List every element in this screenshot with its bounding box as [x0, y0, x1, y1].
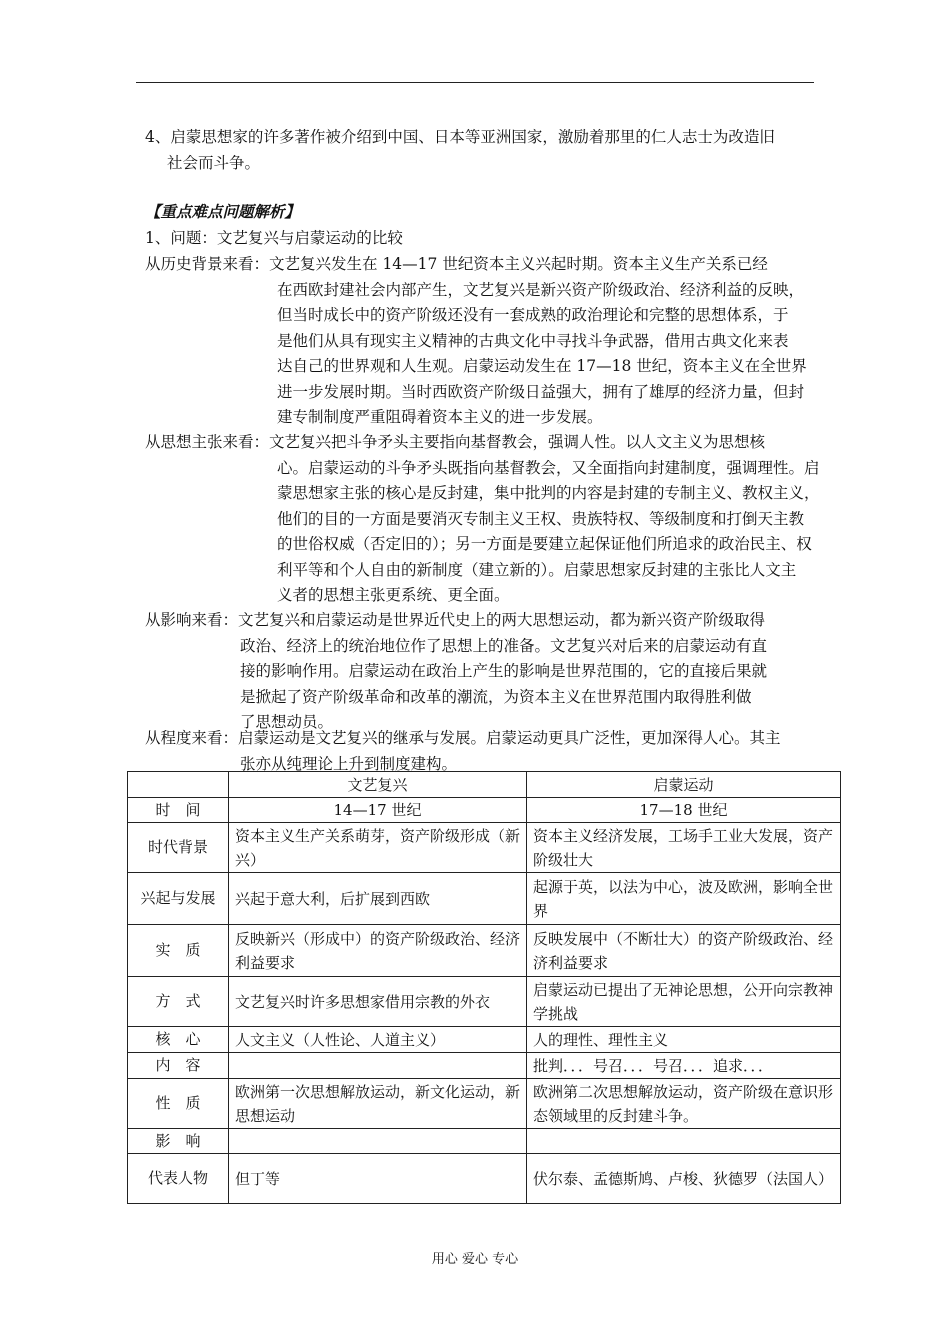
section-heading: 【重点难点问题解析】	[145, 202, 301, 221]
paragraph-lead: 从影响来看：	[145, 611, 239, 629]
paragraph-first-line	[145, 430, 815, 456]
renaissance-cell: 文艺复兴时许多思想家借用宗教的外衣	[229, 977, 527, 1027]
enlightenment-cell: 欧洲第二次思想解放运动，资产阶级在意识形态领域里的反封建斗争。	[527, 1079, 841, 1129]
renaissance-cell: 人文主义（人性论、人道主义）	[229, 1027, 527, 1053]
row-label: 性 质	[128, 1079, 229, 1129]
paragraph-line: 文艺复兴发生在 14—17 世纪资本主义兴起时期。资本主义生产关系已经	[269, 255, 768, 273]
paragraph-line: 心。启蒙运动的斗争矛头既指向基督教会，又全面指向封建制度，强调理性。启	[277, 458, 820, 477]
paragraph-line: 是掀起了资产阶级革命和改革的潮流，为资本主义在世界范围内取得胜利做	[240, 687, 752, 706]
paragraph-line: 但当时成长中的资产阶级还没有一套成熟的政治理论和完整的思想体系，于	[277, 306, 789, 324]
enlightenment-cell: 批判．．．号召．．．号召．．．追求．．．	[527, 1053, 841, 1079]
paragraph-line: 接的影响作用。启蒙运动在政治上产生的影响是世界范围的，它的直接后果就	[240, 662, 768, 680]
paragraph-line: 在西欧封建社会内部产生，文艺复兴是新兴资产阶级政治、经济利益的反映，	[277, 280, 805, 299]
paragraph-line: 是他们从具有现实主义精神的古典文化中寻找斗争武器，借用古典文化来表	[277, 331, 789, 350]
row-label: 时 间	[128, 798, 229, 823]
paragraph-first-line	[145, 608, 815, 634]
paragraph-first-line	[145, 726, 815, 752]
row-label: 代表人物	[128, 1154, 229, 1204]
paragraph-line: 的世俗权威（否定旧的）；另一方面是要建立起保证他们所追求的政治民主、权	[277, 535, 812, 553]
paragraph	[145, 726, 815, 777]
paragraph-line: 蒙思想家主张的核心是反封建，集中批判的内容是封建的专制主义、教权主义，	[277, 484, 820, 502]
paragraph-line: 达自己的世界观和人生观。启蒙运动发生在 17—18 世纪，资本主义在全世界	[277, 357, 807, 375]
paragraph-line: 张亦从纯理论上升到制度建构。	[240, 754, 458, 773]
enlightenment-cell: 资本主义经济发展，工场手工业大发展，资产阶级壮大	[527, 823, 841, 873]
paragraph-lead: 从思想主张来看：	[145, 433, 270, 451]
paragraph-first-line	[145, 252, 815, 278]
table-row	[128, 1027, 841, 1053]
header-rule	[136, 82, 814, 83]
table-row	[128, 977, 841, 1027]
paragraph	[145, 430, 820, 609]
paragraph	[145, 608, 815, 736]
enlightenment-cell: 启蒙运动已提出了无神论思想，公开向宗教神学挑战	[527, 977, 841, 1027]
paragraph-line: 他们的目的一方面是要消灭专制主义王权、贵族特权、等级制度和打倒天主教	[277, 509, 805, 528]
page-footer: 用心 爱心 专心	[431, 1252, 519, 1267]
row-label: 内 容	[128, 1053, 229, 1079]
renaissance-cell: 反映新兴（形成中）的资产阶级政治、经济利益要求	[229, 925, 527, 977]
paragraph-line: 启蒙运动是文艺复兴的继承与发展。启蒙运动更具广泛性，更加深得人心。其主	[238, 729, 781, 747]
renaissance-cell	[229, 1129, 527, 1154]
table-row	[128, 1154, 841, 1204]
row-label: 核 心	[128, 1027, 229, 1053]
item-4-paragraph	[145, 125, 813, 176]
table-row	[128, 1053, 841, 1079]
table-body	[128, 798, 841, 1204]
enlightenment-cell: 伏尔泰、孟德斯鸠、卢梭、狄德罗（法国人）	[527, 1154, 841, 1204]
paragraph-line: 利平等和个人自由的新制度（建立新的）。启蒙思想家反封建的主张比人文主	[277, 560, 797, 579]
enlightenment-cell: 17—18 世纪	[527, 798, 841, 823]
table-header-empty	[128, 772, 229, 798]
table-row	[128, 823, 841, 873]
item-4-line-2: 社会而斗争。	[167, 153, 261, 172]
paragraph-lead: 从历史背景来看：	[145, 255, 270, 273]
row-label: 实 质	[128, 925, 229, 977]
row-label: 方 式	[128, 977, 229, 1027]
renaissance-cell: 兴起于意大利，后扩展到西欧	[229, 873, 527, 925]
paragraph-line: 文艺复兴把斗争矛头主要指向基督教会，强调人性。以人文主义为思想核	[269, 433, 766, 451]
table-row	[128, 1129, 841, 1154]
item-4-line-1: 4、启蒙思想家的许多著作被介绍到中国、日本等亚洲国家，激励着那里的仁人志士为改造旧	[145, 128, 775, 146]
table-row	[128, 925, 841, 977]
table-row	[128, 1079, 841, 1129]
enlightenment-cell	[527, 1129, 841, 1154]
renaissance-cell: 14—17 世纪	[229, 798, 527, 823]
paragraph	[145, 252, 815, 431]
question-title: 1、问题：文艺复兴与启蒙运动的比较	[145, 229, 403, 247]
renaissance-cell: 资本主义生产关系萌芽，资产阶级形成（新兴）	[229, 823, 527, 873]
paragraph-line: 了思想动员。	[240, 713, 334, 731]
paragraph-lead: 从程度来看：	[145, 729, 239, 747]
comparison-table	[127, 771, 841, 1204]
table-header-row	[128, 772, 841, 798]
paragraph-line: 进一步发展时期。当时西欧资产阶级日益强大，拥有了雄厚的经济力量，但封	[277, 382, 805, 401]
renaissance-cell: 欧洲第一次思想解放运动，新文化运动，新思想运动	[229, 1079, 527, 1129]
enlightenment-cell: 人的理性、理性主义	[527, 1027, 841, 1053]
paragraph-line: 政治、经济上的统治地位作了思想上的准备。文艺复兴对后来的启蒙运动有直	[240, 636, 768, 655]
renaissance-cell	[229, 1053, 527, 1079]
table-header-renaissance: 文艺复兴	[229, 772, 527, 798]
table-row	[128, 798, 841, 823]
table-header-enlightenment: 启蒙运动	[527, 772, 841, 798]
row-label: 影 响	[128, 1129, 229, 1154]
paragraph-line: 义者的思想主张更系统、更全面。	[277, 586, 510, 604]
enlightenment-cell: 起源于英，以法为中心，波及欧洲，影响全世界	[527, 873, 841, 925]
row-label: 时代背景	[128, 823, 229, 873]
paragraph-line: 建专制制度严重阻碍着资本主义的进一步发展。	[277, 408, 603, 426]
renaissance-cell: 但丁等	[229, 1154, 527, 1204]
paragraph-line: 文艺复兴和启蒙运动是世界近代史上的两大思想运动，都为新兴资产阶级取得	[238, 611, 766, 629]
enlightenment-cell: 反映发展中（不断壮大）的资产阶级政治、经济利益要求	[527, 925, 841, 977]
row-label: 兴起与发展	[128, 873, 229, 925]
table-row	[128, 873, 841, 925]
